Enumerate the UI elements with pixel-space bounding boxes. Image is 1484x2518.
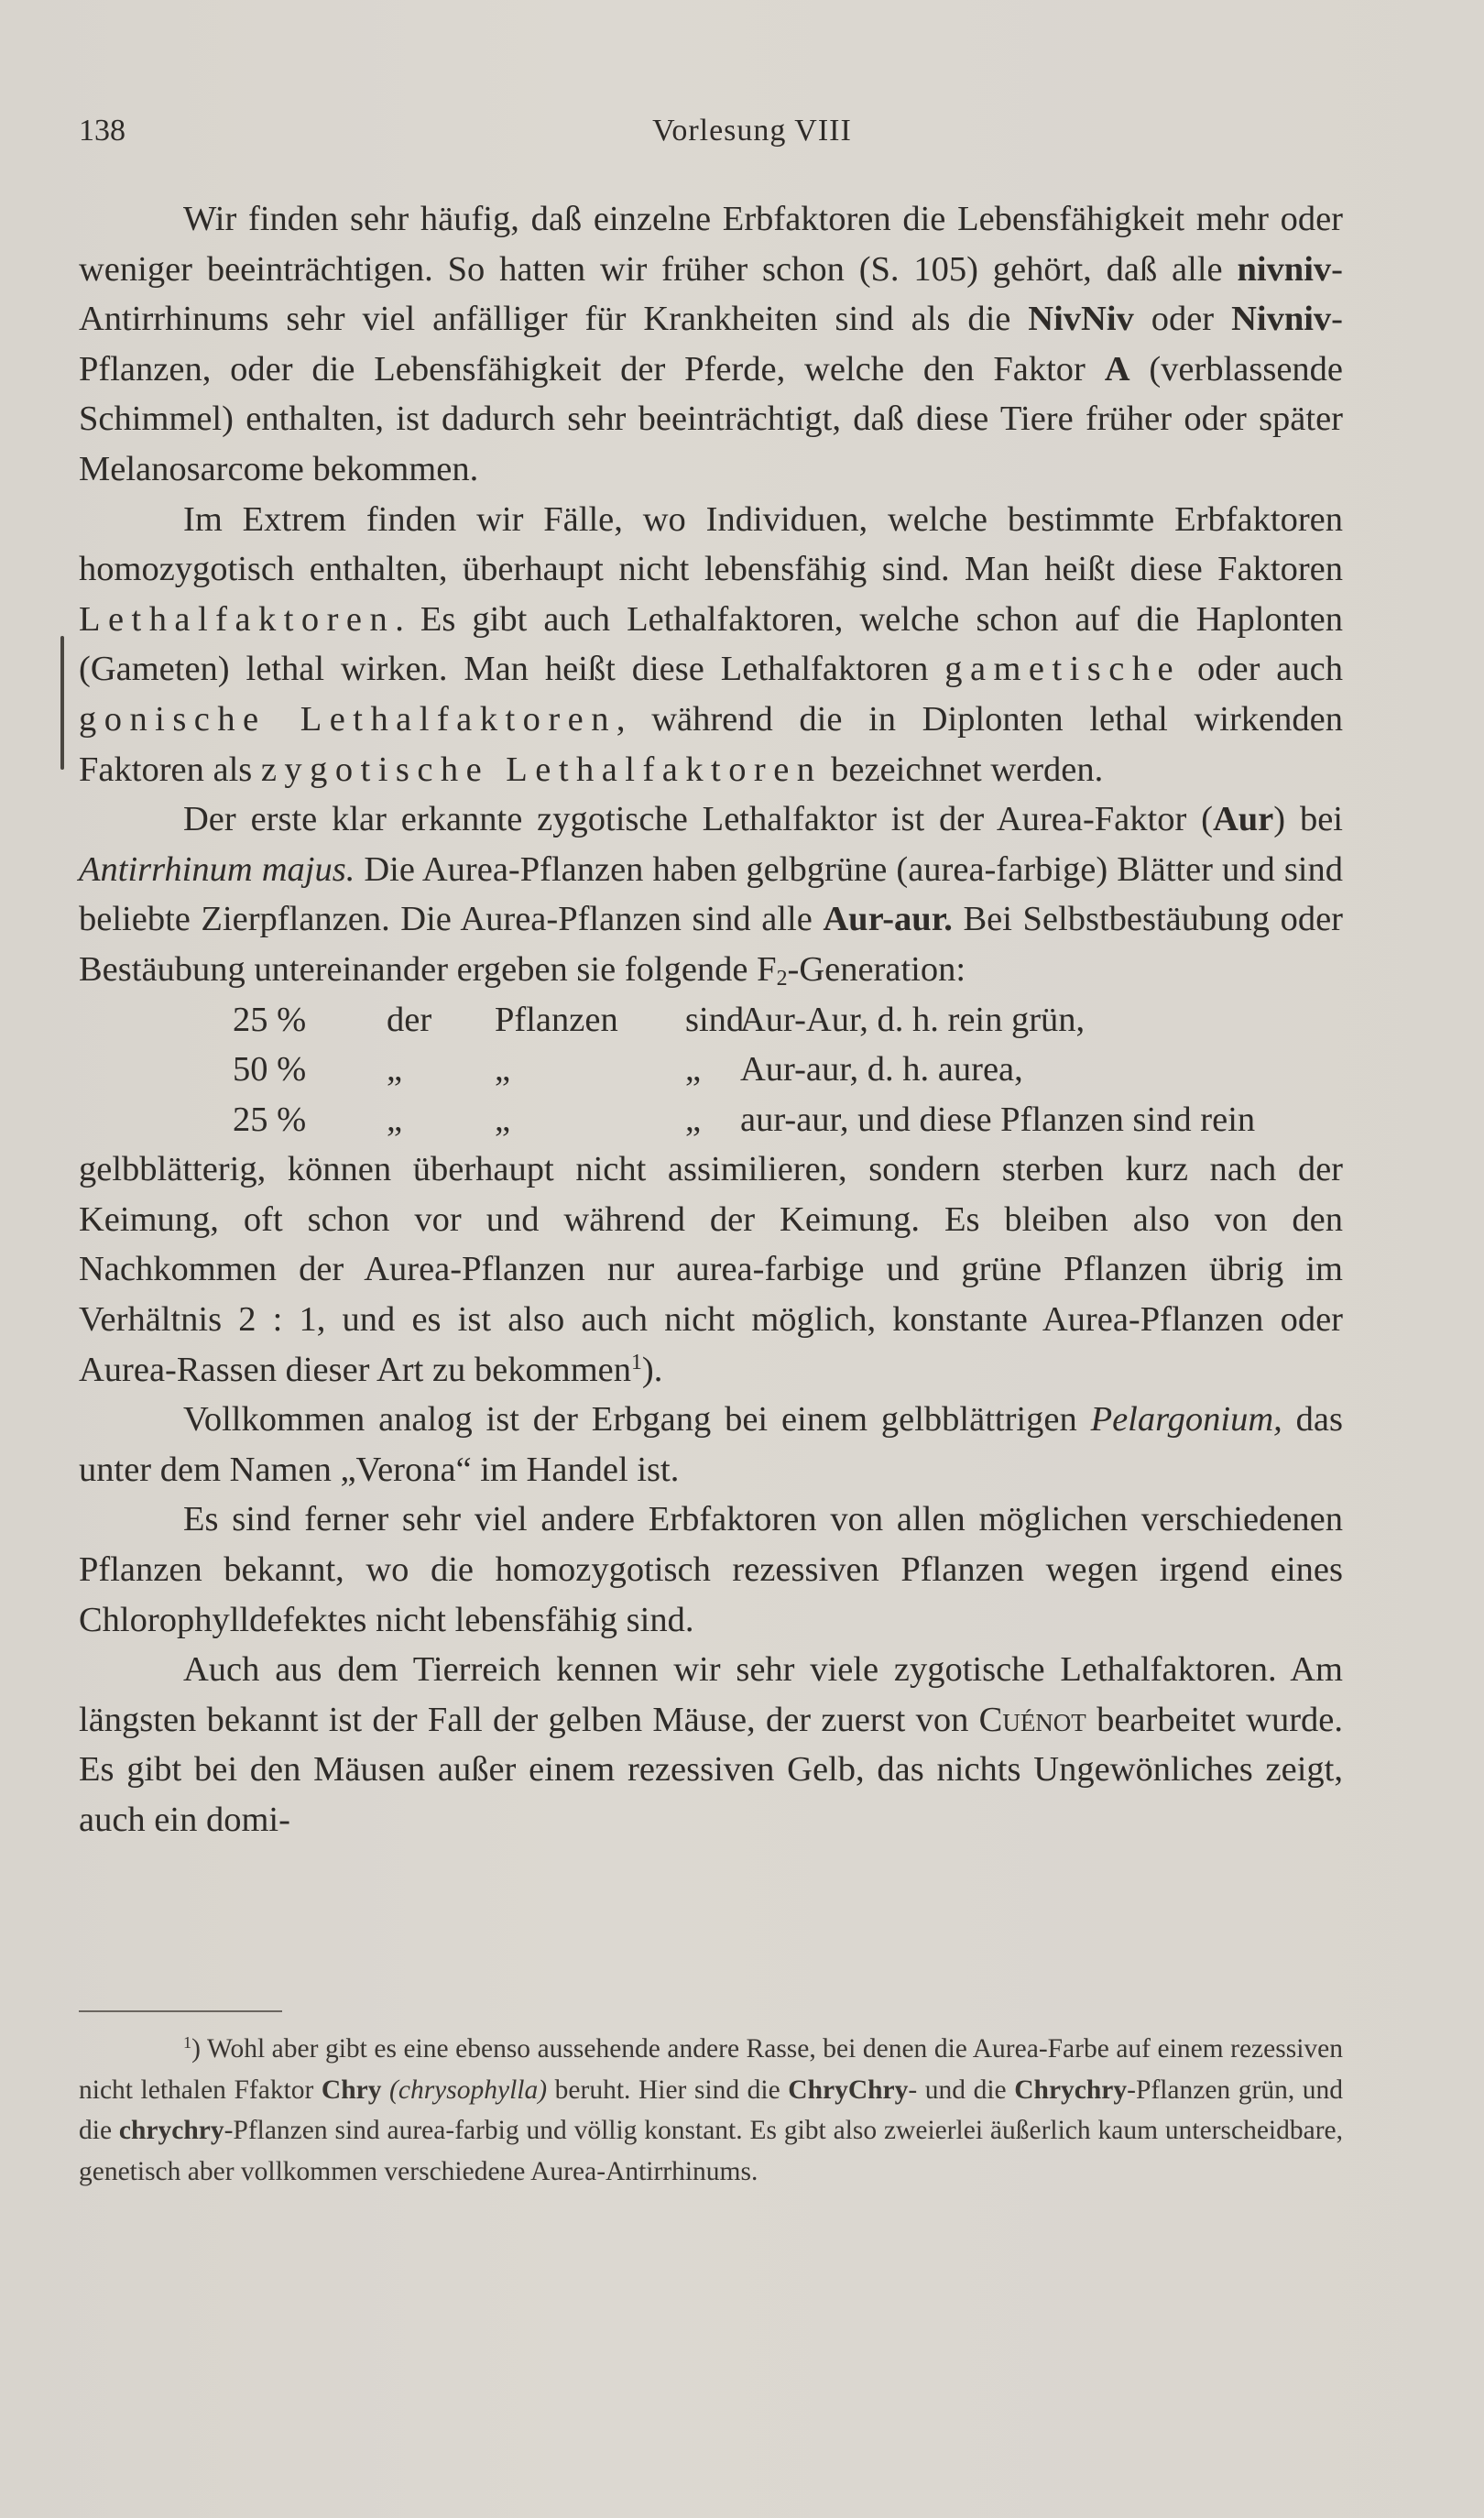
text-run: ) bei (1273, 800, 1343, 839)
text-run: Im Extrem finden wir Fälle, wo Individuen, welche bestimmte Erbfaktoren homozygotisch enthalten, überhaupt nicht lebensfähig sind. Man heißt diese Faktoren (79, 499, 1343, 589)
spaced-term: gonische Lethalfaktoren (79, 699, 617, 739)
italic-term: Pelargonium, (1090, 1400, 1282, 1440)
text-run: beruht. Hier sind die (547, 2075, 789, 2105)
ratio-row (79, 995, 1343, 1046)
ditto-mark: „ (495, 1100, 511, 1139)
text-run: Die Aurea-Pflanzen haben gelbgrüne (aurea-farbige) Blätter und sind beliebte Zierpflanzen. Die Aurea-Pflanzen sind alle (79, 849, 1343, 939)
italic-term: (chrysophylla) (381, 2075, 548, 2105)
bold-term: Chrychry (1014, 2075, 1128, 2105)
subscript: 2 (776, 966, 788, 991)
text-run: -Pflanzen grün, und die (79, 2075, 1344, 2146)
ratio-row (79, 1045, 1343, 1095)
footnote-divider (79, 2010, 282, 2012)
ditto-mark: „ (387, 1100, 403, 1139)
paragraph-7 (79, 1645, 1343, 1845)
paragraph-2 (79, 495, 1343, 795)
text-run: (verblassende Schimmel) enthalten, ist dadurch sehr beeinträchtigt, daß diese Tiere früher oder später Melanosarcome bekommen. (79, 349, 1343, 488)
text-run: oder auch (1181, 650, 1343, 689)
text-run: -Antirrhinums sehr viel anfälliger für Krankheiten sind als die (79, 249, 1343, 339)
body-text (79, 194, 1343, 1845)
paragraph-5 (79, 1395, 1343, 1494)
footnote-1 (79, 2029, 1343, 2192)
page-header (79, 114, 1343, 159)
ratio-genotype: Aur-Aur, d. h. rein grün, (740, 1000, 1086, 1039)
bold-term: Chry (321, 2075, 382, 2105)
spaced-term: zygotische Lethalfaktoren (260, 750, 823, 789)
bold-term: nivniv (1237, 249, 1332, 289)
text-run: oder (1133, 300, 1232, 339)
bold-term: chrychry (118, 2116, 224, 2146)
margin-mark (60, 636, 64, 770)
author-name: Cuénot (978, 1700, 1086, 1739)
ditto-mark: „ (685, 1050, 702, 1089)
text-run: Bei Selbstbestäubung oder Bestäubung untereinander ergeben sie folgende F (79, 900, 1343, 989)
text-run: Der erste klar erkannte zygotische Lethalfaktor ist der Aurea-Faktor ( (183, 800, 1213, 839)
ratio-word: sind (685, 1000, 745, 1039)
text-run: gelbblätterig, können überhaupt nicht assimilieren, sondern sterben kurz nach der Keimung, oft schon vor und während der Keimung. Es bleiben also von den Nachkommen der Aurea-Pflanzen nur aurea-farbige und grüne Pflanzen übrig im Verhältnis 2 : 1, und es ist also auch nicht möglich, konstante Aurea-Pflanzen oder Aurea-Rassen dieser Art zu bekommen (79, 1150, 1343, 1389)
paragraph-3 (79, 794, 1343, 994)
text-run: . Es gibt auch Lethalfaktoren, welche schon auf die Haplonten (Gameten) lethal wirken. Man heißt diese Lethalfaktoren (79, 599, 1343, 689)
bold-term: Nivniv (1231, 300, 1332, 339)
ratio-word: der (387, 1000, 432, 1039)
ratio-row (79, 1095, 1343, 1145)
ratio-genotype: Aur-aur, d. h. aurea, (740, 1050, 1023, 1089)
ratio-percent: 25 % (233, 1000, 307, 1039)
italic-term: Antirrhinum majus. (79, 849, 355, 889)
text-run: -Pflanzen, oder die Lebensfähigkeit der Pferde, welche den Faktor (79, 300, 1343, 389)
paragraph-1 (79, 194, 1343, 495)
ditto-mark: „ (685, 1100, 702, 1139)
ratio-genotype: aur-aur, und diese Pflanzen sind rein (740, 1100, 1256, 1139)
bold-term: ChryChry (788, 2075, 909, 2105)
footnote-mark: 1 (183, 2032, 192, 2052)
text-run: - und die (908, 2075, 1015, 2105)
paragraph-6 (79, 1494, 1343, 1645)
spaced-term: gametische (944, 650, 1182, 689)
bold-term: Aur-aur. (823, 900, 953, 939)
text-run: Vollkommen analog ist der Erbgang bei einem gelbblättrigen (183, 1400, 1091, 1440)
text-run: ). (641, 1350, 663, 1389)
ratio-percent: 50 % (233, 1050, 307, 1089)
paragraph-4 (79, 1144, 1343, 1395)
bold-term: NivNiv (1028, 300, 1134, 339)
ditto-mark: „ (387, 1050, 403, 1089)
ditto-mark: „ (495, 1050, 511, 1089)
spaced-term: Lethalfaktoren (79, 599, 396, 639)
ratio-percent: 25 % (233, 1100, 307, 1139)
page-number: 138 (79, 114, 125, 148)
text-run: Auch aus dem Tierreich kennen wir sehr viele zygotische Lethalfaktoren. Am längsten bekannt ist der Fall der gelben Mäuse, der zuerst von (79, 1650, 1343, 1739)
text-run: , während die in Diplonten lethal wirkenden Faktoren als (79, 699, 1343, 789)
footnote-ref: 1 (630, 1350, 642, 1374)
running-head: Vorlesung VIII (652, 114, 852, 148)
text-run: -Pflanzen sind aurea-farbig und völlig konstant. Es gibt also zweierlei äußerlich kaum unterscheidbare, genetisch aber vollkommen verschiedene Aurea-Antirrhinums. (79, 2116, 1343, 2186)
text-run: Es sind ferner sehr viel andere Erbfaktoren von allen möglichen verschiedenen Pflanzen bekannt, wo die homozygotisch rezessiven Pflanzen wegen irgend eines Chlorophylldefektes nicht lebensfähig sind. (79, 1500, 1343, 1639)
text-run: das unter dem Namen „Verona“ im Handel ist. (79, 1400, 1343, 1489)
ratio-list (79, 995, 1343, 1145)
ratio-word: Pflanzen (495, 1000, 618, 1039)
text-run: bezeichnet werden. (822, 750, 1104, 789)
text-run: bearbeitet wurde. Es gibt bei den Mäusen außer einem rezessiven Gelb, das nichts Ungewönliches zeigt, auch ein domi- (79, 1700, 1343, 1839)
text-run: Wir finden sehr häufig, daß einzelne Erbfaktoren die Lebensfähigkeit mehr oder weniger beeinträchtigen. So hatten wir früher schon (S. 105) gehört, daß alle (79, 200, 1343, 289)
footnotes (79, 2029, 1343, 2192)
bold-term: A (1104, 349, 1130, 389)
text-run: -Generation: (787, 949, 966, 989)
bold-term: Aur (1212, 800, 1274, 839)
text-run: ) Wohl aber gibt es eine ebenso aussehende andere Rasse, bei denen die Aurea-Farbe auf einem rezessiven nicht lethalen Ffaktor (79, 2034, 1343, 2105)
